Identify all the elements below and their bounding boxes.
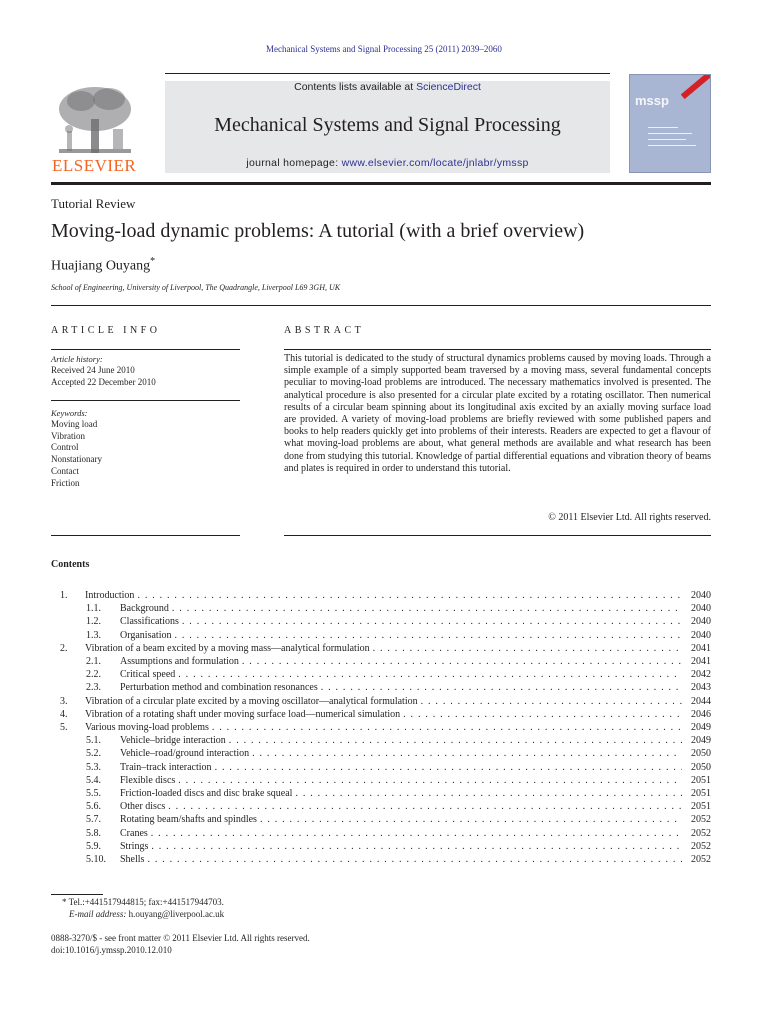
article-history [51,365,156,388]
toc-page-number: 2050 [691,761,711,773]
toc-entry[interactable] [60,655,711,668]
toc-page-number: 2051 [691,774,711,786]
toc-title: Perturbation method and combination resonances [120,682,318,694]
article-info-heading: ARTICLE INFO [51,325,161,336]
toc-number: 5.10. [86,854,106,865]
toc-leader-dots [295,787,682,800]
toc-title: Various moving-load problems [85,722,209,733]
toc-title: Vehicle–road/ground interaction [120,748,250,760]
toc-number: 5.5. [86,788,101,799]
toc-title: Cranes [120,827,148,839]
toc-number: 1.3. [86,629,101,641]
toc-page-number: 2041 [691,656,711,667]
toc-page-number: 2040 [691,616,711,628]
toc-number: 2.3. [86,682,101,694]
keywords-list [51,419,102,489]
issn-line: 0888-3270/$ - see front matter © 2011 Elsevier Ltd. All rights reserved. [51,933,310,943]
toc-leader-dots [178,774,682,787]
toc-title: Other discs [120,801,166,813]
toc-page-number: 2044 [691,695,711,707]
toc-leader-dots [260,813,682,826]
toc-entry[interactable] [60,681,711,694]
toc-page-number: 2040 [691,629,711,641]
toc-leader-dots [174,629,682,642]
toc-page-number: 2052 [691,814,711,826]
toc-entry[interactable] [60,602,711,615]
author-footnote-mark[interactable]: * [150,256,156,267]
toc-number: 1.1. [86,603,101,615]
toc-title: Classifications [120,616,179,628]
history-label: Article history: [51,354,103,364]
toc-leader-dots [151,827,682,840]
header-top-rule [165,73,610,74]
keywords-label: Keywords: [51,408,88,418]
toc-leader-dots [373,642,682,655]
publisher-logo-text: ELSEVIER [52,156,137,175]
toc-title: Strings [120,840,149,852]
toc-number: 5.7. [86,814,101,826]
header-thick-rule [51,182,711,185]
toc-number: 5.8. [86,827,101,839]
toc-title: Train–track interaction [120,761,212,773]
toc-leader-dots [178,668,682,681]
toc-page-number: 2049 [691,735,711,747]
toc-entry[interactable] [60,747,711,760]
toc-leader-dots [321,681,682,694]
abstract-bottom-rule [284,535,711,536]
email-line [62,908,224,920]
toc-page-number: 2051 [691,788,711,799]
email-label: E-mail address: [69,909,127,919]
toc-entry[interactable] [60,761,711,774]
toc-leader-dots [182,615,682,628]
author-affiliation: School of Engineering, University of Liverpool, The Quadrangle, Liverpool L69 3GH, UK [51,283,341,292]
toc-leader-dots [151,840,682,853]
toc-page-number: 2041 [691,642,711,654]
footnote-rule [51,894,103,895]
toc-leader-dots [252,747,682,760]
toc-entry[interactable] [60,813,711,826]
article-title: Moving-load dynamic problems: A tutorial (with a brief overview) [51,220,585,242]
toc-leader-dots [137,589,682,602]
toc-entry[interactable] [60,774,711,787]
toc-number: 5.9. [86,840,101,852]
article-info-bottom-rule [51,535,240,536]
toc-title: Vibration of a circular plate excited by a moving oscillator—analytical formulation [85,695,418,707]
author-footnote [62,896,224,920]
toc-entry[interactable] [60,708,711,721]
toc-number: 1.2. [86,616,101,628]
cover-red-strip [681,74,711,99]
toc-number: 5.4. [86,774,101,786]
cover-text-line [648,133,692,134]
toc-title: Rotating beam/shafts and spindles [120,814,257,826]
toc-leader-dots [212,721,682,734]
toc-page-number: 2042 [691,669,711,681]
toc-title: Shells [120,854,145,865]
toc-title: Assumptions and formulation [120,656,239,667]
keyword[interactable]: Vibration [51,430,85,441]
toc-page-number: 2052 [691,854,711,865]
keyword[interactable]: Nonstationary [51,454,102,465]
doi-line[interactable]: doi:10.1016/j.ymssp.2010.12.010 [51,945,172,955]
toc-page-number: 2040 [691,590,711,601]
author-line [51,256,155,275]
section-type: Tutorial Review [51,196,136,211]
homepage-link[interactable]: www.elsevier.com/locate/jnlabr/ymssp [341,157,529,169]
toc-page-number: 2052 [691,840,711,852]
toc-number: 5.1. [86,735,101,747]
toc-page-number: 2049 [691,722,711,733]
toc-leader-dots [403,708,682,721]
toc-entry[interactable] [60,734,711,747]
keyword[interactable]: Friction [51,477,80,488]
journal-title: Mechanical Systems and Signal Processing [214,114,561,136]
toc-entry[interactable] [60,787,711,800]
toc-title: Friction-loaded discs and disc brake squeal [120,788,293,799]
toc-title: Vehicle–bridge interaction [120,735,226,747]
contact-numbers: * Tel.:+441517944815; fax:+441517944703. [62,897,224,907]
toc-leader-dots [172,602,682,615]
toc-entry[interactable] [60,827,711,840]
homepage-prefix: journal homepage: [246,157,342,169]
page-footer [51,932,310,956]
sciencedirect-link[interactable]: ScienceDirect [416,81,481,93]
toc-title: Vibration of a beam excited by a moving mass—analytical formulation [85,642,370,654]
contents-available-line [165,81,610,93]
toc-number: 1. [60,590,68,601]
contents-heading: Contents [51,559,90,570]
keyword[interactable]: Contact [51,465,79,476]
toc-page-number: 2050 [691,748,711,760]
toc-number: 2.1. [86,656,101,667]
toc-entry[interactable] [60,721,711,734]
toc-page-number: 2052 [691,827,711,839]
toc-leader-dots [147,853,682,866]
abstract-copyright: © 2011 Elsevier Ltd. All rights reserved. [548,512,711,523]
toc-page-number: 2051 [691,801,711,813]
toc-title: Vibration of a rotating shaft under moving surface load—numerical simulation [85,708,401,720]
keyword[interactable]: Moving load [51,419,98,429]
toc-title: Introduction [85,590,135,601]
toc-number: 5. [60,722,68,733]
toc-number: 4. [60,708,68,720]
toc-title: Organisation [120,629,172,641]
toc-title: Critical speed [120,669,176,681]
toc-entry[interactable] [60,695,711,708]
accepted-date: Accepted 22 December 2010 [51,376,156,387]
abstract-heading: ABSTRACT [284,325,365,336]
toc-number: 5.3. [86,761,101,773]
toc-entry[interactable] [60,668,711,681]
cover-text-line [648,139,686,140]
author-name: Huajiang Ouyang [51,258,151,274]
toc-entry[interactable] [60,642,711,655]
toc-title: Flexible discs [120,774,176,786]
toc-entry[interactable] [60,589,711,602]
toc-entry[interactable] [60,629,711,642]
email-address[interactable]: h.ouyang@liverpool.ac.uk [128,909,225,919]
article-info-rule [51,349,240,350]
toc-number: 2. [60,642,68,654]
toc-entry[interactable] [60,800,711,813]
abstract-text: This tutorial is dedicated to the study of structural dynamics problems caused by moving loads. Through a simple example of a simply supported beam traversed by a moving mass, several fundamental concepts peculiar to moving-load problems are introduced. The necessary mathematics involved is presented. The analytical procedure is also presented for a circular plate excited by a rotating oscillator. Then numerical results of a circular beam spinning about its longitudinal axis excited by an axially moving surface load are provided. A variety of moving-load problems are briefly reviewed with some published papers and books to help readers quickly get into problems of their interests. Readers are expected to get a flavour of what moving-load problems are about, what general methods are available and what research has been done from studying this tutorial. Knowledge of partial differential equations and vibration theory of beams and plates is required in order to understand this tutorial. [284,353,711,474]
toc-number: 5.6. [86,801,101,813]
toc-page-number: 2043 [691,682,711,694]
toc-leader-dots [242,655,682,668]
toc-number: 3. [60,695,68,707]
toc-leader-dots [215,761,682,774]
abstract-rule [284,349,711,350]
received-date: Received 24 June 2010 [51,365,135,375]
journal-citation: Mechanical Systems and Signal Processing 25 (2011) 2039–2060 [266,44,502,54]
toc-leader-dots [229,734,682,747]
toc-page-number: 2046 [691,708,711,720]
toc-title: Background [120,603,169,615]
journal-cover-image [629,74,711,173]
cover-title: mssp [635,93,669,108]
toc-entry[interactable] [60,840,711,853]
cover-text-line [648,145,696,146]
contents-available-prefix: Contents lists available at [294,81,417,93]
toc-entry[interactable] [60,853,711,866]
toc-entry[interactable] [60,615,711,628]
toc-number: 2.2. [86,669,101,681]
toc-leader-dots [421,695,682,708]
keyword[interactable]: Control [51,442,79,453]
cover-text-line [648,127,678,128]
title-bottom-rule [51,305,711,306]
toc-page-number: 2040 [691,603,711,615]
toc-number: 5.2. [86,748,101,760]
history-keywords-rule [51,400,240,401]
journal-homepage-line [165,157,610,169]
toc-leader-dots [168,800,682,813]
